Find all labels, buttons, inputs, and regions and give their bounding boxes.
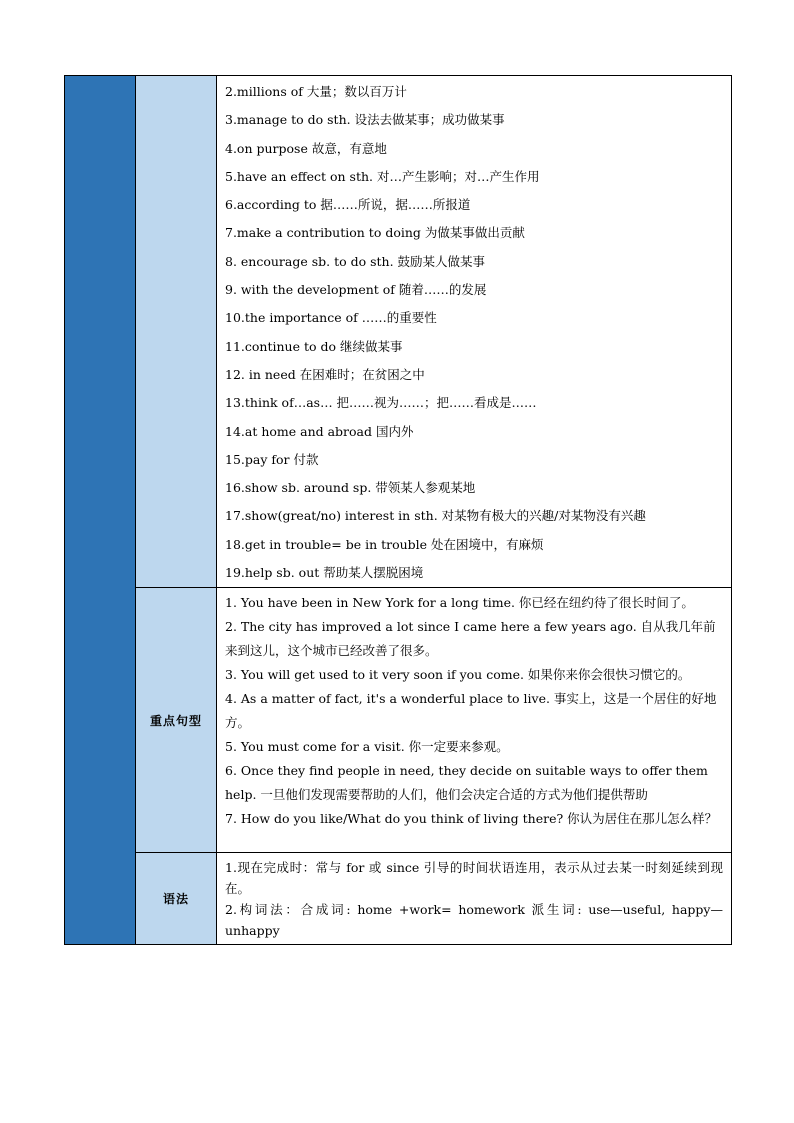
- grammar-label-cell: 语法: [136, 853, 217, 945]
- phrase-item: 19.help sb. out 帮助某人摆脱困境: [225, 565, 424, 581]
- sentence-item: 5. You must come for a visit. 你一定要来参观。: [225, 739, 509, 755]
- phrase-item: 5.have an effect on sth. 对…产生影响；对…产生作用: [225, 168, 540, 184]
- sentence-item: 2. The city has improved a lot since I came here a few years ago. 自从我几年前来到这儿，这个城市已经改善了很多。: [225, 619, 716, 659]
- grammar-item: 1.现在完成时：常与 for 或 since 引导的时间状语连用，表示从过去某一时刻延续到现在。: [225, 860, 723, 897]
- phrase-item: 4.on purpose 故意，有意地: [225, 140, 387, 156]
- lesson-table: [64, 75, 732, 945]
- phrases-cell: [217, 76, 732, 588]
- phrase-item: 2.millions of 大量；数以百万计: [225, 84, 407, 99]
- grammar-list: [217, 853, 731, 943]
- phrases-label-cell: [136, 76, 217, 588]
- phrase-item: 7.make a contribution to doing 为做某事做出贡献: [225, 225, 525, 241]
- phrase-item: 14.at home and abroad 国内外: [225, 423, 414, 439]
- phrase-item: 16.show sb. around sp. 带领某人参观某地: [225, 480, 476, 496]
- phrase-item: 17.show(great/no) interest in sth. 对某物有极大的兴趣/对某物没有兴趣: [225, 508, 646, 524]
- sentence-item: 6. Once they find people in need, they decide on suitable ways to offer them help. 一旦他们发现需要帮助的人们，他们会决定合适的方式为他们提供帮助: [225, 763, 708, 803]
- sentences-cell: [217, 588, 732, 853]
- phrase-item: 3.manage to do sth. 设法去做某事；成功做某事: [225, 112, 505, 128]
- phrase-item: 13.think of…as… 把……视为……；把……看成是……: [225, 395, 537, 411]
- phrase-item: 6.according to 据……所说，据……所报道: [225, 197, 471, 213]
- sentence-item: 4. As a matter of fact, it's a wonderful place to live. 事实上，这是一个居住的好地方。: [225, 691, 717, 731]
- sentence-item: 1. You have been in New York for a long time. 你已经在纽约待了很长时间了。: [225, 595, 694, 611]
- sentence-list: [217, 588, 731, 833]
- sentences-label-cell: 重点句型: [136, 588, 217, 853]
- grammar-cell: [217, 853, 732, 945]
- phrase-item: 9. with the development of 随着……的发展: [225, 282, 487, 298]
- sentence-item: 3. You will get used to it very soon if you come. 如果你来你会很快习惯它的。: [225, 667, 691, 683]
- phrase-item: 15.pay for 付款: [225, 451, 319, 467]
- sentence-item: 7. How do you like/What do you think of living there? 你认为居住在那儿怎么样？: [225, 811, 718, 827]
- phrase-item: 18.get in trouble= be in trouble 处在困境中，有麻烦: [225, 536, 544, 552]
- phrase-item: 12. in need 在困难时；在贫困之中: [225, 366, 425, 382]
- phrase-item: 8. encourage sb. to do sth. 鼓励某人做某事: [225, 253, 486, 269]
- phrase-list: [217, 76, 731, 587]
- section-color-column: [65, 76, 136, 945]
- phrase-item: 11.continue to do 继续做某事: [225, 338, 403, 354]
- phrase-item: 10.the importance of ……的重要性: [225, 310, 437, 326]
- grammar-item: 2.构词法：合成词: home +work= homework 派生词: use—useful, happy—unhappy: [225, 902, 723, 939]
